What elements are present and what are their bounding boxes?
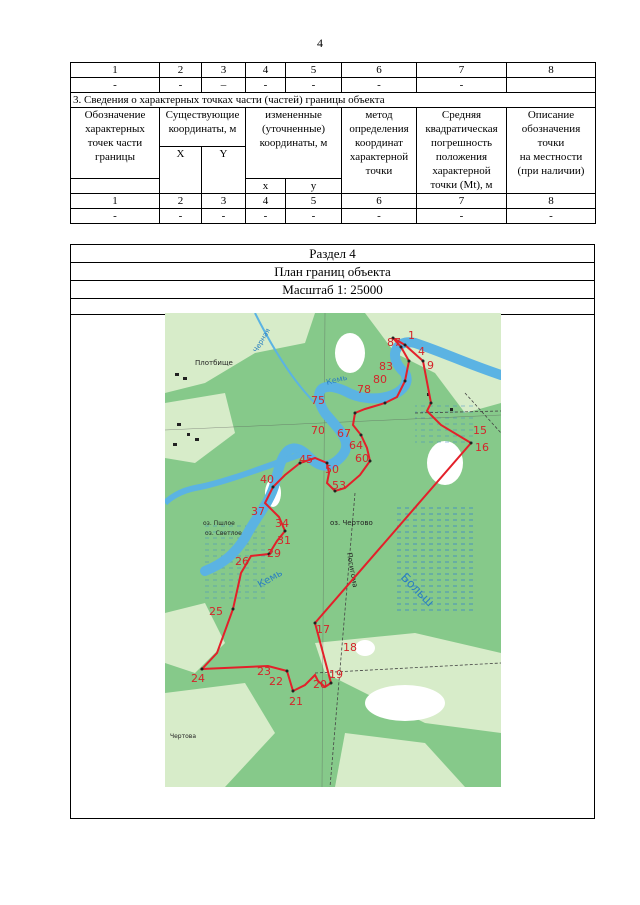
table-row [71, 78, 596, 93]
header-line: Существующие [165, 109, 240, 121]
table-cell: 3 [202, 194, 246, 209]
table-cell: 4 [246, 194, 286, 209]
table-cell [71, 179, 160, 194]
point-label: 87 [387, 336, 401, 349]
header-line: положения [435, 151, 488, 163]
point-label: 80 [373, 373, 387, 386]
header-line: Описание [527, 109, 575, 121]
table-cell: - [246, 209, 286, 224]
header-line: (уточненные) [261, 123, 326, 135]
header-line: точки (Mt), м [430, 179, 493, 191]
header-line: характерной [349, 151, 409, 163]
point-label: 20 [313, 678, 327, 691]
place-label-ozero: оз. Чертово [330, 519, 373, 527]
point-label: 75 [311, 394, 325, 407]
point-label: 24 [191, 672, 205, 685]
header-line: характерной [432, 165, 491, 177]
point-label: 1 [408, 329, 415, 342]
scale-label: Масштаб 1: 25000 [71, 281, 595, 299]
point-label: 64 [349, 439, 363, 452]
point-label: 34 [275, 517, 289, 530]
header-line: координаты, м [168, 123, 237, 135]
table-cell: - [160, 78, 202, 93]
point-label: 22 [269, 675, 283, 688]
point-label: 53 [332, 479, 346, 492]
table-row [71, 108, 596, 147]
header-number: 7 [417, 63, 507, 78]
table-cell: 1 [71, 194, 160, 209]
table-row [71, 63, 596, 78]
place-label-pshloe: оз. Пшлое [203, 520, 235, 527]
table-cell: - [202, 209, 246, 224]
header-line: координат [355, 137, 403, 149]
col-existing-coords-header [160, 108, 246, 147]
point-label: 17 [316, 623, 330, 636]
col-method-header [342, 108, 417, 194]
header-number: 5 [286, 63, 342, 78]
table-cell: - [286, 209, 342, 224]
header-number: 1 [71, 63, 160, 78]
table-cell: – [202, 78, 246, 93]
col-description-header [507, 108, 596, 194]
point-label: 21 [289, 695, 303, 708]
header-line: обозначения [521, 123, 581, 135]
header-line: точки [537, 137, 565, 149]
point-label: 40 [260, 473, 274, 486]
table-cell: 6 [342, 194, 417, 209]
table-cell: 2 [160, 194, 202, 209]
col-changed-coords-header [246, 108, 342, 179]
characteristic-points-table [70, 62, 596, 224]
section-3-title: 3. Сведения о характерных точках части (частей) границы объекта [71, 93, 596, 108]
point-label: 18 [343, 641, 357, 654]
table-cell: 7 [417, 194, 507, 209]
header-line: точек части [87, 137, 143, 149]
table-cell: - [160, 209, 202, 224]
point-label: 23 [257, 665, 271, 678]
table-row [71, 93, 596, 108]
table-cell: - [507, 209, 596, 224]
point-label: 83 [379, 360, 393, 373]
header-line: измененные [265, 109, 322, 121]
coord-x-changed-header: х [246, 179, 286, 194]
point-label: 70 [311, 424, 325, 437]
table-cell: - [342, 209, 417, 224]
point-label: 60 [355, 452, 369, 465]
page-number: 4 [317, 36, 323, 50]
col-error-header [417, 108, 507, 194]
header-line: метод [365, 109, 393, 121]
header-number: 8 [507, 63, 596, 78]
point-label: 25 [209, 605, 223, 618]
header-line: Обозначение [84, 109, 146, 121]
place-label-svetloe: оз. Светлое [205, 530, 242, 537]
table-cell: - [417, 78, 507, 93]
table-cell: - [286, 78, 342, 93]
point-label: 50 [325, 463, 339, 476]
header-line: квадратическая [425, 123, 498, 135]
point-label: 9 [427, 359, 434, 372]
header-line: определения [349, 123, 409, 135]
table-row [71, 281, 595, 299]
plan-title: План границ объекта [71, 263, 595, 281]
point-label: 78 [357, 383, 371, 396]
header-number: 3 [202, 63, 246, 78]
point-label: 15 [473, 424, 487, 437]
header-line: на местности [519, 151, 583, 163]
place-label-bolsh: Больш [397, 570, 437, 610]
point-label: 31 [277, 534, 291, 547]
header-line: характерных [85, 123, 145, 135]
table-cell: 5 [286, 194, 342, 209]
header-line: границы [95, 151, 135, 163]
col-designation-header [71, 108, 160, 179]
place-label-chernaya: Черная [251, 326, 273, 354]
place-label-plotbishche: Плотбище [195, 359, 233, 367]
point-label: 37 [251, 505, 265, 518]
table-cell: - [246, 78, 286, 93]
place-label-chertova: Чертова [170, 733, 196, 740]
table-row [71, 263, 595, 281]
header-line: Средняя [441, 109, 482, 121]
coord-y-changed-header: у [286, 179, 342, 194]
table-cell [507, 78, 596, 93]
section-4-title: Раздел 4 [71, 245, 595, 263]
header-line: погрешность [430, 137, 493, 149]
point-label: 4 [418, 345, 425, 358]
table-row [71, 245, 595, 263]
table-cell: - [342, 78, 417, 93]
point-label: 16 [475, 441, 489, 454]
header-line: координаты, м [259, 137, 328, 149]
point-label: 67 [337, 427, 351, 440]
boundary-map [165, 313, 501, 787]
place-label-kem-upper: Кемь [325, 372, 349, 387]
header-line: (при наличии) [517, 165, 585, 177]
point-label: 26 [235, 555, 249, 568]
table-cell: - [71, 78, 160, 93]
header-line: точки [365, 165, 393, 177]
table-cell: - [417, 209, 507, 224]
table-cell: - [71, 209, 160, 224]
table-row [71, 194, 596, 209]
coord-y-header: Y [202, 147, 246, 194]
point-label: 29 [267, 547, 281, 560]
table-cell: 8 [507, 194, 596, 209]
table-row [71, 209, 596, 224]
place-label-kem-lower: Кемь [256, 567, 285, 591]
point-label: 45 [299, 453, 313, 466]
header-number: 6 [342, 63, 417, 78]
place-label-pogigoma: Погигома [345, 551, 360, 589]
point-label: 19 [329, 668, 343, 681]
header-number: 4 [246, 63, 286, 78]
coord-x-header: X [160, 147, 202, 194]
header-number: 2 [160, 63, 202, 78]
